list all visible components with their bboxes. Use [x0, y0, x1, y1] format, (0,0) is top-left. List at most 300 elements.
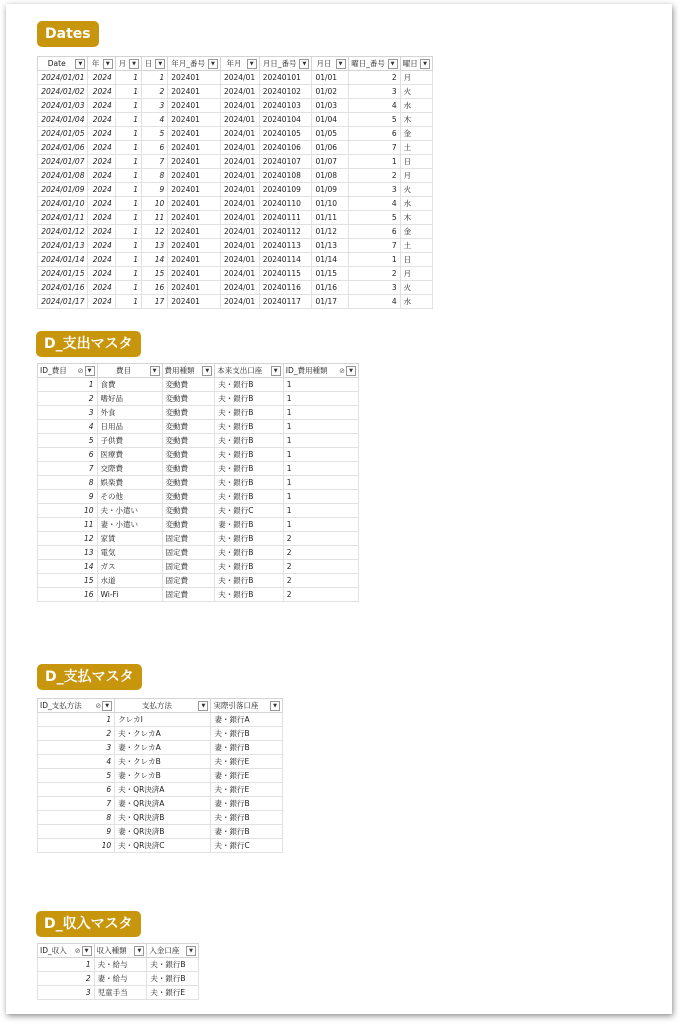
table-cell: 1 [115, 197, 141, 211]
dropdown-arrow-icon[interactable]: ▼ [134, 946, 144, 956]
table-cell: 1 [115, 281, 141, 295]
table-cell: 2024/01 [220, 211, 259, 225]
dates-col-header[interactable] [220, 57, 259, 71]
table-cell: 金 [400, 225, 432, 239]
payment-col-header[interactable] [115, 699, 211, 713]
income-col-header-label: ID_収入 [40, 946, 67, 955]
table-cell: 夫・銀行B [147, 972, 199, 986]
table-cell: 20240111 [259, 211, 312, 225]
table-cell: 2024 [88, 239, 115, 253]
table-cell: 1 [115, 239, 141, 253]
table-cell: 7 [348, 141, 400, 155]
table-cell: 交際費 [97, 462, 162, 476]
table-cell: 火 [400, 281, 432, 295]
dropdown-arrow-icon[interactable]: ▼ [202, 366, 212, 376]
table-row [38, 183, 433, 197]
table-cell: 2 [38, 972, 95, 986]
table-cell: 1 [283, 378, 358, 392]
dropdown-arrow-icon[interactable]: ▼ [102, 701, 112, 711]
dropdown-arrow-icon[interactable]: ▼ [346, 366, 356, 376]
table-cell: 20240117 [259, 295, 312, 309]
dates-col-header-label: 曜日 [402, 59, 418, 68]
table-row [38, 127, 433, 141]
table-cell: ガス [97, 560, 162, 574]
table-cell: Wi-Fi [97, 588, 162, 602]
dropdown-arrow-icon[interactable]: ▼ [85, 366, 95, 376]
eye-hidden-icon: ⊘ [339, 366, 345, 375]
table-cell: 20240116 [259, 281, 312, 295]
table-cell: 夫・銀行B [215, 490, 283, 504]
dates-table-wrap[interactable] [37, 56, 433, 306]
dates-col-header[interactable] [312, 57, 348, 71]
table-cell: 1 [283, 490, 358, 504]
table-cell: 2024 [88, 71, 115, 85]
table-cell: 20240113 [259, 239, 312, 253]
table-cell: 2 [348, 169, 400, 183]
expense-table [37, 363, 359, 602]
table-row [38, 225, 433, 239]
table-cell: 1 [115, 85, 141, 99]
table-cell: 2024/01 [220, 169, 259, 183]
table-cell: 01/08 [312, 169, 348, 183]
table-cell: 20240115 [259, 267, 312, 281]
table-cell: 夫・銀行B [215, 546, 283, 560]
dates-col-header-label: Date [47, 59, 66, 68]
table-cell: 水 [400, 295, 432, 309]
table-cell: 2024 [88, 127, 115, 141]
table-cell: 妻・小遣い [97, 518, 162, 532]
table-cell: 7 [348, 239, 400, 253]
table-cell: 20240104 [259, 113, 312, 127]
payment-table-wrap[interactable] [37, 698, 283, 850]
table-row [38, 769, 283, 783]
dropdown-arrow-icon[interactable]: ▼ [155, 59, 165, 69]
payment-header-row [38, 699, 283, 713]
dates-col-header[interactable] [88, 57, 115, 71]
table-cell: 3 [38, 986, 95, 1000]
table-cell: 2 [38, 727, 115, 741]
table-cell: 1 [283, 448, 358, 462]
table-cell: 妻・銀行E [211, 769, 283, 783]
table-cell: 2 [348, 267, 400, 281]
dates-col-header[interactable] [259, 57, 312, 71]
table-cell: 児童手当 [94, 986, 147, 1000]
expense-header-row [38, 364, 359, 378]
table-cell: 1 [283, 504, 358, 518]
dropdown-arrow-icon[interactable]: ▼ [299, 59, 309, 69]
table-cell: 20240102 [259, 85, 312, 99]
table-cell: 夫・QR決済A [115, 783, 211, 797]
table-cell: 11 [38, 518, 98, 532]
payment-col-header[interactable] [211, 699, 283, 713]
table-cell: 1 [115, 113, 141, 127]
table-row [38, 972, 199, 986]
table-cell: 固定費 [162, 588, 215, 602]
table-cell: 妻・銀行A [211, 713, 283, 727]
table-cell: 2024/01/07 [38, 155, 88, 169]
table-cell: 2024/01/15 [38, 267, 88, 281]
table-row [38, 211, 433, 225]
table-cell: 01/14 [312, 253, 348, 267]
table-cell: 1 [348, 253, 400, 267]
table-cell: 変動費 [162, 476, 215, 490]
table-cell: 夫・銀行B [215, 560, 283, 574]
table-cell: 2 [283, 560, 358, 574]
dates-col-header[interactable] [142, 57, 168, 71]
table-row [38, 169, 433, 183]
table-cell: 202401 [168, 141, 221, 155]
dropdown-arrow-icon[interactable]: ▼ [186, 946, 196, 956]
table-cell: 月 [400, 267, 432, 281]
table-cell: 妻・銀行B [211, 741, 283, 755]
table-cell: 2024/01 [220, 99, 259, 113]
dates-col-header-label: 年月 [226, 59, 242, 68]
table-cell: 6 [348, 127, 400, 141]
table-cell: 7 [38, 797, 115, 811]
table-cell: 6 [38, 448, 98, 462]
table-cell: 202401 [168, 169, 221, 183]
table-cell: その他 [97, 490, 162, 504]
table-row [38, 839, 283, 853]
table-cell: 電気 [97, 546, 162, 560]
table-cell: 202401 [168, 85, 221, 99]
payment-title: D_支払マスタ [37, 664, 142, 690]
table-cell: 4 [348, 99, 400, 113]
table-cell: 妻・QR決済B [115, 825, 211, 839]
table-cell: 月 [400, 169, 432, 183]
table-cell: 1 [115, 155, 141, 169]
table-cell: 2024/01/16 [38, 281, 88, 295]
expense-col-header[interactable] [162, 364, 215, 378]
table-cell: 15 [38, 574, 98, 588]
dates-col-header-label: 月日_番号 [262, 59, 297, 68]
table-row [38, 560, 359, 574]
table-row [38, 113, 433, 127]
table-cell: 6 [348, 225, 400, 239]
table-cell: 夫・小遣い [97, 504, 162, 518]
table-cell: 16 [38, 588, 98, 602]
dropdown-arrow-icon[interactable]: ▼ [270, 701, 280, 711]
table-cell: 夫・銀行B [215, 392, 283, 406]
table-cell: 夫・銀行E [147, 986, 199, 1000]
table-cell: 20240107 [259, 155, 312, 169]
table-cell: 5 [142, 127, 168, 141]
table-cell: 日用品 [97, 420, 162, 434]
table-cell: 10 [38, 839, 115, 853]
dates-col-header-label: 曜日_番号 [351, 59, 385, 68]
dates-col-header-label: 月日 [316, 59, 332, 68]
table-cell: 202401 [168, 295, 221, 309]
expense-col-header[interactable] [215, 364, 283, 378]
dates-col-header[interactable] [348, 57, 400, 71]
expense-col-header-label: 費目 [116, 366, 132, 375]
table-cell: 20240108 [259, 169, 312, 183]
dates-col-header[interactable] [38, 57, 88, 71]
table-cell: 202401 [168, 211, 221, 225]
dates-col-header[interactable] [115, 57, 141, 71]
table-cell: 1 [38, 713, 115, 727]
table-cell: 2024/01/04 [38, 113, 88, 127]
table-cell: 2024 [88, 113, 115, 127]
table-cell: 水 [400, 197, 432, 211]
table-row [38, 713, 283, 727]
table-cell: 20240110 [259, 197, 312, 211]
table-cell: 3 [348, 85, 400, 99]
table-cell: 2024/01 [220, 253, 259, 267]
table-cell: 2024/01/13 [38, 239, 88, 253]
table-cell: 2024/01/03 [38, 99, 88, 113]
table-cell: 1 [115, 127, 141, 141]
table-row [38, 490, 359, 504]
table-cell: 妻・QR決済A [115, 797, 211, 811]
dropdown-arrow-icon[interactable]: ▼ [198, 701, 208, 711]
dates-header-row [38, 57, 433, 71]
table-cell: 金 [400, 127, 432, 141]
income-col-header[interactable] [38, 944, 95, 958]
table-row [38, 295, 433, 309]
table-cell: 1 [115, 141, 141, 155]
income-table-wrap[interactable] [37, 943, 199, 999]
table-cell: 1 [283, 406, 358, 420]
income-header-row [38, 944, 199, 958]
table-cell: 1 [115, 211, 141, 225]
table-cell: 夫・クレカA [115, 727, 211, 741]
table-cell: 夫・銀行B [215, 406, 283, 420]
table-cell: 嗜好品 [97, 392, 162, 406]
table-cell: 13 [142, 239, 168, 253]
table-cell: 2024/01 [220, 141, 259, 155]
table-cell: 2024/01 [220, 267, 259, 281]
table-cell: 夫・銀行B [215, 420, 283, 434]
table-row [38, 727, 283, 741]
table-cell: 1 [115, 295, 141, 309]
table-row [38, 239, 433, 253]
table-cell: 01/10 [312, 197, 348, 211]
table-row [38, 825, 283, 839]
table-cell: 医療費 [97, 448, 162, 462]
dates-col-header-label: 日 [144, 59, 153, 68]
table-cell: 9 [142, 183, 168, 197]
table-cell: 5 [38, 769, 115, 783]
table-cell: 夫・銀行B [215, 532, 283, 546]
table-cell: 2024 [88, 295, 115, 309]
table-cell: 2024/01/17 [38, 295, 88, 309]
table-cell: 夫・QR決済B [115, 811, 211, 825]
table-row [38, 532, 359, 546]
table-cell: 01/01 [312, 71, 348, 85]
table-cell: 202401 [168, 253, 221, 267]
table-row [38, 986, 199, 1000]
table-cell: 202401 [168, 197, 221, 211]
income-title: D_収入マスタ [36, 911, 141, 937]
table-row [38, 71, 433, 85]
expense-table-wrap[interactable] [37, 363, 359, 599]
table-row [38, 253, 433, 267]
table-cell: 3 [38, 406, 98, 420]
dropdown-arrow-icon[interactable]: ▼ [82, 946, 92, 956]
table-cell: 火 [400, 85, 432, 99]
table-cell: 202401 [168, 71, 221, 85]
table-cell: 2024/01/06 [38, 141, 88, 155]
payment-col-header[interactable] [38, 699, 115, 713]
dropdown-arrow-icon[interactable]: ▼ [103, 59, 113, 69]
table-cell: 1 [115, 99, 141, 113]
table-cell: 01/15 [312, 267, 348, 281]
dropdown-arrow-icon[interactable]: ▼ [247, 59, 257, 69]
table-cell: 変動費 [162, 420, 215, 434]
table-cell: 9 [38, 825, 115, 839]
table-cell: 夫・銀行B [211, 727, 283, 741]
table-cell: 8 [142, 169, 168, 183]
table-cell: 2 [142, 85, 168, 99]
expense-col-header[interactable] [97, 364, 162, 378]
table-cell: 娯楽費 [97, 476, 162, 490]
table-cell: 15 [142, 267, 168, 281]
table-cell: 3 [348, 183, 400, 197]
table-cell: 2024/01 [220, 239, 259, 253]
table-cell: 202401 [168, 155, 221, 169]
table-cell: 11 [142, 211, 168, 225]
table-row [38, 504, 359, 518]
table-cell: 夫・銀行E [211, 783, 283, 797]
table-cell: 夫・銀行B [215, 588, 283, 602]
table-cell: 2 [348, 71, 400, 85]
table-row [38, 448, 359, 462]
table-cell: 2024/01/10 [38, 197, 88, 211]
table-cell: 8 [38, 811, 115, 825]
table-cell: 変動費 [162, 378, 215, 392]
table-cell: 20240105 [259, 127, 312, 141]
table-cell: 14 [142, 253, 168, 267]
table-cell: 1 [283, 420, 358, 434]
table-cell: 夫・銀行B [215, 448, 283, 462]
dropdown-arrow-icon[interactable]: ▼ [129, 59, 139, 69]
table-cell: 3 [38, 741, 115, 755]
table-cell: 4 [348, 295, 400, 309]
dropdown-arrow-icon[interactable]: ▼ [208, 59, 218, 69]
expense-col-header[interactable] [283, 364, 358, 378]
table-cell: 水 [400, 99, 432, 113]
table-row [38, 574, 359, 588]
table-cell: 5 [348, 211, 400, 225]
income-col-header-label: 入金口座 [149, 946, 180, 955]
table-cell: 妻・銀行B [211, 797, 283, 811]
expense-col-header-label: ID_費目 [40, 366, 67, 375]
table-cell: 1 [115, 183, 141, 197]
table-cell: 13 [38, 546, 98, 560]
table-cell: 6 [142, 141, 168, 155]
table-cell: 202401 [168, 225, 221, 239]
table-cell: 17 [142, 295, 168, 309]
table-cell: 01/05 [312, 127, 348, 141]
table-cell: 2024 [88, 281, 115, 295]
table-row [38, 281, 433, 295]
table-cell: 12 [38, 532, 98, 546]
dropdown-arrow-icon[interactable]: ▼ [75, 59, 85, 69]
table-cell: 固定費 [162, 532, 215, 546]
table-cell: 食費 [97, 378, 162, 392]
table-row [38, 476, 359, 490]
table-cell: 変動費 [162, 434, 215, 448]
dropdown-arrow-icon[interactable]: ▼ [420, 59, 430, 69]
table-cell: 2024/01/05 [38, 127, 88, 141]
table-cell: 2024 [88, 225, 115, 239]
table-cell: 20240103 [259, 99, 312, 113]
table-cell: 12 [142, 225, 168, 239]
table-cell: 01/06 [312, 141, 348, 155]
eye-hidden-icon: ⊘ [77, 366, 84, 375]
table-cell: 2024 [88, 155, 115, 169]
dropdown-arrow-icon[interactable]: ▼ [336, 59, 346, 69]
table-row [38, 267, 433, 281]
table-cell: 1 [283, 462, 358, 476]
table-cell: 2024/01/14 [38, 253, 88, 267]
table-cell: 2024 [88, 267, 115, 281]
income-col-header-label: 収入種類 [96, 946, 127, 955]
table-cell: 固定費 [162, 546, 215, 560]
table-row [38, 462, 359, 476]
table-cell: 20240101 [259, 71, 312, 85]
table-row [38, 420, 359, 434]
table-cell: 1 [115, 253, 141, 267]
table-cell: 夫・給与 [94, 958, 147, 972]
table-cell: 20240106 [259, 141, 312, 155]
table-cell: 01/16 [312, 281, 348, 295]
table-cell: 2024 [88, 141, 115, 155]
table-cell: 01/04 [312, 113, 348, 127]
table-cell: 202401 [168, 127, 221, 141]
table-cell: 01/11 [312, 211, 348, 225]
table-cell: 日 [400, 155, 432, 169]
dropdown-arrow-icon[interactable]: ▼ [150, 366, 160, 376]
dropdown-arrow-icon[interactable]: ▼ [388, 59, 398, 69]
table-cell: 1 [115, 267, 141, 281]
table-cell: 水道 [97, 574, 162, 588]
table-cell: 2024/01 [220, 71, 259, 85]
table-cell: 夫・銀行B [215, 462, 283, 476]
table-cell: 10 [38, 504, 98, 518]
table-cell: 2 [283, 546, 358, 560]
table-cell: 月 [400, 71, 432, 85]
eye-hidden-icon: ⊘ [95, 701, 102, 710]
dates-table [37, 56, 433, 309]
table-cell: 2 [38, 392, 98, 406]
table-cell: 01/09 [312, 183, 348, 197]
expense-col-header[interactable] [38, 364, 98, 378]
table-cell: 2024/01 [220, 197, 259, 211]
table-cell: 4 [38, 420, 98, 434]
dates-col-header-label: 年 [91, 59, 100, 68]
table-cell: 2024/01/08 [38, 169, 88, 183]
dates-col-header[interactable] [400, 57, 432, 71]
table-cell: 妻・給与 [94, 972, 147, 986]
table-row [38, 392, 359, 406]
table-cell: 木 [400, 211, 432, 225]
table-cell: 202401 [168, 281, 221, 295]
table-cell: 妻・クレカA [115, 741, 211, 755]
income-col-header[interactable] [94, 944, 147, 958]
table-cell: 2024 [88, 85, 115, 99]
table-cell: 2 [283, 574, 358, 588]
table-cell: 妻・銀行B [215, 518, 283, 532]
table-cell: 202401 [168, 113, 221, 127]
table-row [38, 155, 433, 169]
table-cell: 9 [38, 490, 98, 504]
dropdown-arrow-icon[interactable]: ▼ [271, 366, 281, 376]
dates-col-header-label: 月 [118, 59, 127, 68]
income-col-header[interactable] [147, 944, 199, 958]
dates-col-header[interactable] [168, 57, 221, 71]
